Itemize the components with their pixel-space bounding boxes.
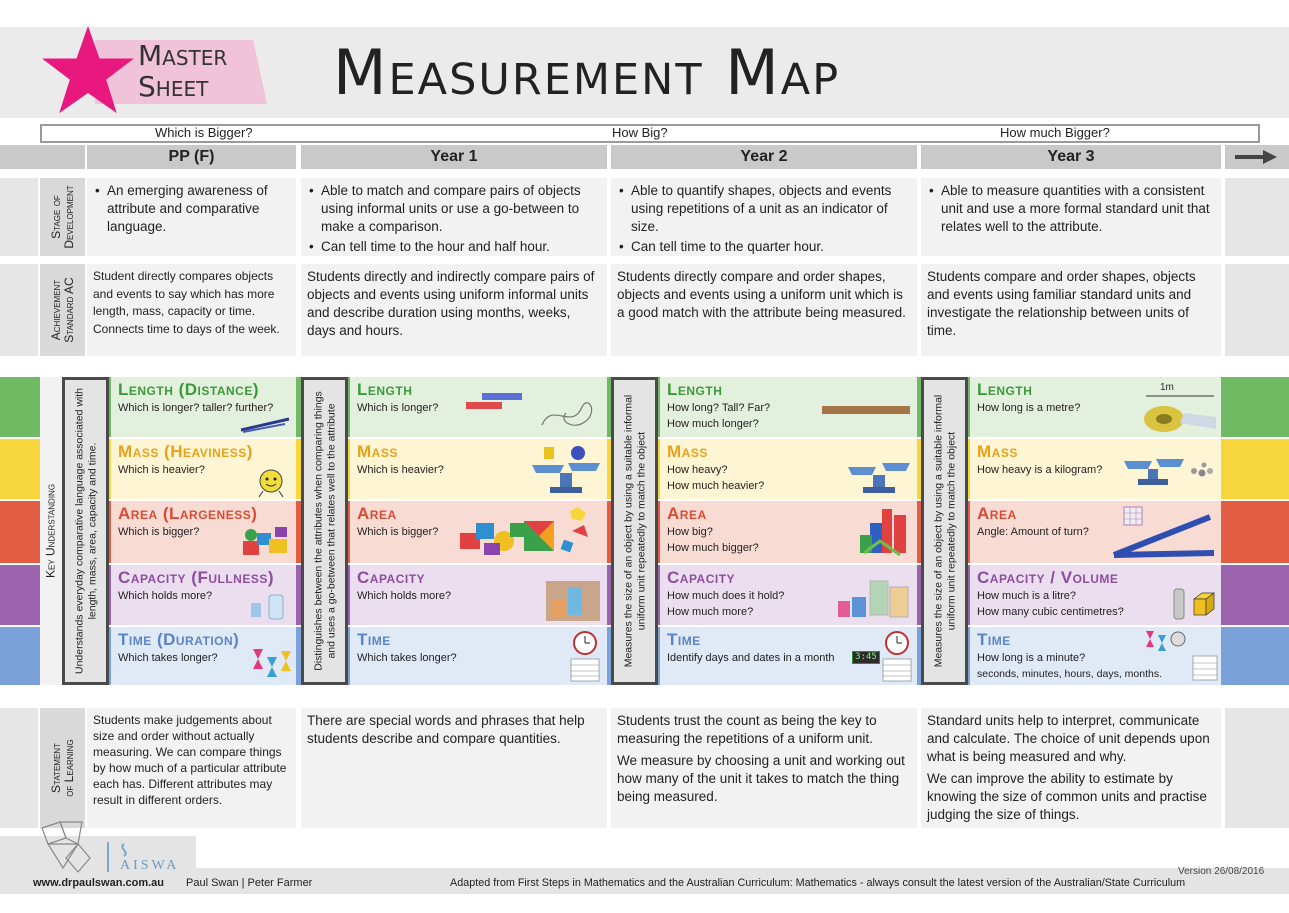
- length-title: Length: [357, 380, 413, 399]
- statement-cell-pp: [87, 708, 296, 828]
- area-question: How much bigger?: [667, 542, 759, 554]
- mass-cell-year3: [970, 439, 1221, 499]
- length-cell-year1: [350, 377, 607, 437]
- statement-y2-text: We measure by choosing a unit and working out how many of the unit it takes to match the thing being measured.: [617, 753, 905, 804]
- time-title: Time (Duration): [118, 630, 240, 649]
- achievement-label-line2: Standard AC: [61, 277, 76, 343]
- shape-blocks-icon: [239, 523, 295, 561]
- version-text: Version 26/08/2016: [1178, 866, 1265, 877]
- statement-y2-text: Measures the size of an object by using a suitable informal uniform unit repeatedly to match the object: [622, 394, 647, 668]
- statement-cell-year2: [611, 708, 917, 828]
- mass-question: How much heavier?: [667, 480, 765, 492]
- length-title: Length (Distance): [118, 380, 259, 399]
- stage-cell-year1: [301, 178, 607, 256]
- area-cell-year3: [970, 501, 1221, 563]
- time-units: seconds, minutes, hours, days, months.: [977, 668, 1163, 680]
- question-how-big: How Big?: [612, 125, 668, 140]
- clock-and-calendar-icon: [880, 629, 914, 683]
- statement-cell-year3: [921, 708, 1221, 828]
- capacity-question: How much is a litre?: [977, 590, 1077, 602]
- achievement-pp-text: Student directly compares objects and events to say which has more length, mass, capacity or time.: [93, 269, 275, 318]
- length-question: How much longer?: [667, 418, 759, 430]
- metre-ruler-icon: [822, 403, 912, 417]
- achievement-label-line1: Achievement: [48, 279, 63, 341]
- continue-arrow-cell: [1225, 145, 1289, 169]
- length-question: How long? Tall? Far?: [667, 402, 771, 414]
- length-question: Which is longer? taller? further?: [118, 402, 274, 414]
- time-title: Time: [977, 630, 1011, 649]
- building-blocks-icon: [860, 505, 912, 561]
- mass-cell-year2: [660, 439, 917, 499]
- capacity-cell-year1: [350, 565, 607, 625]
- capacity-question: How much more?: [667, 606, 754, 618]
- sand-timers-icon: [249, 647, 293, 683]
- statement-y3-text: Standard units help to interpret, communicate and calculate. The choice of unit depends upon what is being measured and why.: [927, 713, 1210, 764]
- key-understanding-label: [40, 377, 62, 685]
- time-question: How long is a minute?: [977, 652, 1086, 664]
- cartoon-weight-icon: [249, 467, 293, 497]
- mass-question: How heavy?: [667, 464, 728, 476]
- mass-title: Mass: [357, 442, 398, 461]
- arrow-right-icon: [1225, 145, 1289, 169]
- year-header-year1: Year 1: [301, 145, 607, 169]
- capacity-title: Capacity: [357, 568, 426, 587]
- one-metre-label: 1m: [1160, 382, 1174, 393]
- achievement-standard-label: [40, 264, 85, 356]
- area-question: How big?: [667, 526, 713, 538]
- page-title: Measurement Map: [333, 36, 841, 109]
- sheet-line: Sheet: [138, 70, 209, 103]
- row-edge-stage-right: [1225, 178, 1289, 256]
- capacity-title: Capacity: [667, 568, 736, 587]
- statement-box-year1: [301, 377, 348, 685]
- measuring-cups-icon: [834, 573, 912, 623]
- stage-cell-pp: [87, 178, 296, 256]
- stage-cell-year3: [921, 178, 1221, 256]
- stage-y2-point: • Can tell time to the quarter hour.: [617, 238, 911, 256]
- capacity-question: How many cubic centimetres?: [977, 606, 1124, 618]
- stage-y3-point: • Able to measure quantities with a consistent unit and use a more formal standard unit that relates well to the attribute.: [927, 182, 1215, 236]
- statement-y3-text: We can improve the ability to estimate by knowing the size of common units and practise judging the size of things.: [927, 771, 1207, 822]
- time-cell-pp: [111, 627, 296, 685]
- achievement-cell-pp: [87, 264, 296, 356]
- angle-arms-icon: [1110, 505, 1220, 561]
- unifix-and-string-icon: [462, 391, 602, 435]
- balance-scale-icon: [530, 443, 602, 495]
- area-cell-year2: [660, 501, 917, 563]
- area-title: Area: [667, 504, 707, 523]
- stage-y1-point: • Can tell time to the hour and half hour.: [307, 238, 601, 256]
- statement-y2-text: Students trust the count as being the key to measuring the repetitions of a uniform unit.: [617, 713, 877, 746]
- statement-of-learning-label: [40, 708, 85, 828]
- stage-cell-year2: [611, 178, 917, 256]
- length-cell-year3: [970, 377, 1221, 437]
- mass-title: Mass: [667, 442, 708, 461]
- capacity-cell-year3: [970, 565, 1221, 625]
- capacity-question: Which holds more?: [357, 590, 452, 602]
- row-edge-achievement: [0, 264, 38, 356]
- tangram-logo-icon: [38, 818, 108, 874]
- question-which-is-bigger: Which is Bigger?: [155, 125, 253, 140]
- timers-icon: [1142, 629, 1188, 659]
- area-question: Angle: Amount of turn?: [977, 526, 1089, 538]
- time-title: Time: [357, 630, 391, 649]
- area-title: Area: [977, 504, 1017, 523]
- row-edge-statement: [0, 708, 38, 828]
- row-edge-statement-right: [1225, 708, 1289, 828]
- pouring-photo-icon: [546, 581, 600, 621]
- time-title: Time: [667, 630, 701, 649]
- area-title: Area (Largeness): [118, 504, 258, 523]
- mass-question: Which is heavier?: [118, 464, 205, 476]
- clock-and-calendar-icon: [568, 629, 602, 683]
- year-header-year2: Year 2: [611, 145, 917, 169]
- statement-box-year2: [611, 377, 658, 685]
- achievement-y3-text: Students compare and order shapes, objects and events using familiar standard units and investigate the relationship between units of time.: [927, 269, 1196, 338]
- area-cell-year1: [350, 501, 607, 563]
- area-question: Which is bigger?: [118, 526, 200, 538]
- time-question: Which takes longer?: [357, 652, 457, 664]
- stage-label-line1: Stage of: [48, 195, 63, 239]
- master-line: Master: [138, 39, 228, 72]
- row-edge-achievement-right: [1225, 264, 1289, 356]
- length-cell-pp: [111, 377, 296, 437]
- mass-cell-pp: [111, 439, 296, 499]
- statement-pp-text: Understands everyday comparative language associated with length, mass, area, capacity and time.: [73, 388, 98, 674]
- time-question: Which takes longer?: [118, 652, 218, 664]
- achievement-cell-year1: [301, 264, 607, 356]
- year-header-year3: Year 3: [921, 145, 1221, 169]
- question-how-much-bigger: How much Bigger?: [1000, 125, 1110, 140]
- aiswa-logo-text: AISWA: [120, 858, 180, 873]
- stage-pp-point: • An emerging awareness of attribute and comparative language.: [93, 182, 290, 236]
- statement-y1-text: Distinguishes between the attributes when comparing things and uses a go-between that relates well to the attribute: [312, 391, 337, 671]
- digital-clock-readout: 3:45: [852, 651, 880, 664]
- containers-icon: [247, 591, 291, 623]
- balance-scale-icon: [846, 459, 912, 495]
- pencils-icon: [237, 415, 293, 433]
- master-sheet-label: [138, 40, 258, 102]
- mass-question: How heavy is a kilogram?: [977, 464, 1103, 476]
- time-question: Identify days and dates in a month: [667, 652, 835, 664]
- mass-cell-year1: [350, 439, 607, 499]
- area-question: Which is bigger?: [357, 526, 439, 538]
- capacity-title: Capacity (Fullness): [118, 568, 274, 587]
- length-question: How long is a metre?: [977, 402, 1081, 414]
- statement-label-line1: Statement: [48, 743, 63, 793]
- time-cell-year1: [350, 627, 607, 685]
- attribute-blocks-and-tangram-icon: [454, 505, 604, 561]
- statement-y1-text: There are special words and phrases that help students describe and compare quantities.: [307, 713, 585, 746]
- time-cell-year3: [970, 627, 1221, 685]
- stage-label-line2: Development: [61, 185, 76, 249]
- stage-of-development-label: [40, 178, 85, 256]
- length-title: Length: [977, 380, 1033, 399]
- mass-title: Mass: [977, 442, 1018, 461]
- authors: Paul Swan | Peter Farmer: [186, 877, 313, 889]
- star-icon: [40, 24, 136, 116]
- statement-box-pp: [62, 377, 109, 685]
- stage-y2-point: • Able to quantify shapes, objects and events using repetitions of a unit as an indicator of size.: [617, 182, 911, 236]
- area-title: Area: [357, 504, 397, 523]
- achievement-pp-text: Connects time to days of the week.: [93, 321, 280, 336]
- stage-y1-point: • Able to match and compare pairs of objects using informal units or use a go-between to make a comparison.: [307, 182, 601, 236]
- length-question: Which is longer?: [357, 402, 439, 414]
- statement-cell-year1: [301, 708, 607, 828]
- calendar-icon: [1192, 655, 1218, 681]
- statement-pp-text: Students make judgements about size and order without actually measuring. We can compare things by how much of a particular attribute each has. Different attributes may result in different orders.: [93, 713, 287, 807]
- statement-y3-text: Measures the size of an object by using a suitable informal uniform unit repeatedly to match the object: [932, 394, 957, 668]
- capacity-title: Capacity / Volume: [977, 568, 1119, 587]
- achievement-cell-year3: [921, 264, 1221, 356]
- mass-title: Mass (Heaviness): [118, 442, 253, 461]
- achievement-y2-text: Students directly compare and order shapes, objects and events using a uniform unit which is a good match with the attribute being measured.: [617, 269, 906, 320]
- capacity-question: Which holds more?: [118, 590, 213, 602]
- achievement-y1-text: Students directly and indirectly compare pairs of objects and events using uniform informal units and describe duration using months, weeks, days and hours.: [307, 269, 595, 338]
- row-edge-stage: [0, 178, 38, 256]
- year-header-pp: PP (F): [87, 145, 296, 169]
- key-understanding-text: Key Understanding: [43, 483, 58, 579]
- statement-label-line2: of Learning: [61, 739, 76, 797]
- website-link[interactable]: www.drpaulswan.com.au: [33, 877, 165, 889]
- capacity-question: How much does it hold?: [667, 590, 785, 602]
- time-cell-year2: [660, 627, 917, 685]
- scale-and-weights-icon: [1120, 453, 1216, 489]
- tape-measure-icon: [1140, 393, 1220, 435]
- capacity-cell-year2: [660, 565, 917, 625]
- achievement-cell-year2: [611, 264, 917, 356]
- length-title: Length: [667, 380, 723, 399]
- litre-and-cube-icon: [1170, 587, 1220, 621]
- mass-question: Which is heavier?: [357, 464, 444, 476]
- statement-box-year3: [921, 377, 968, 685]
- year-header-blank: [0, 145, 85, 169]
- length-cell-year2: [660, 377, 917, 437]
- capacity-cell-pp: [111, 565, 296, 625]
- area-cell-pp: [111, 501, 296, 563]
- source-attribution: Adapted from First Steps in Mathematics and the Australian Curriculum: Mathematics - always consult the latest version of the Australian/State Curriculum: [450, 877, 1186, 889]
